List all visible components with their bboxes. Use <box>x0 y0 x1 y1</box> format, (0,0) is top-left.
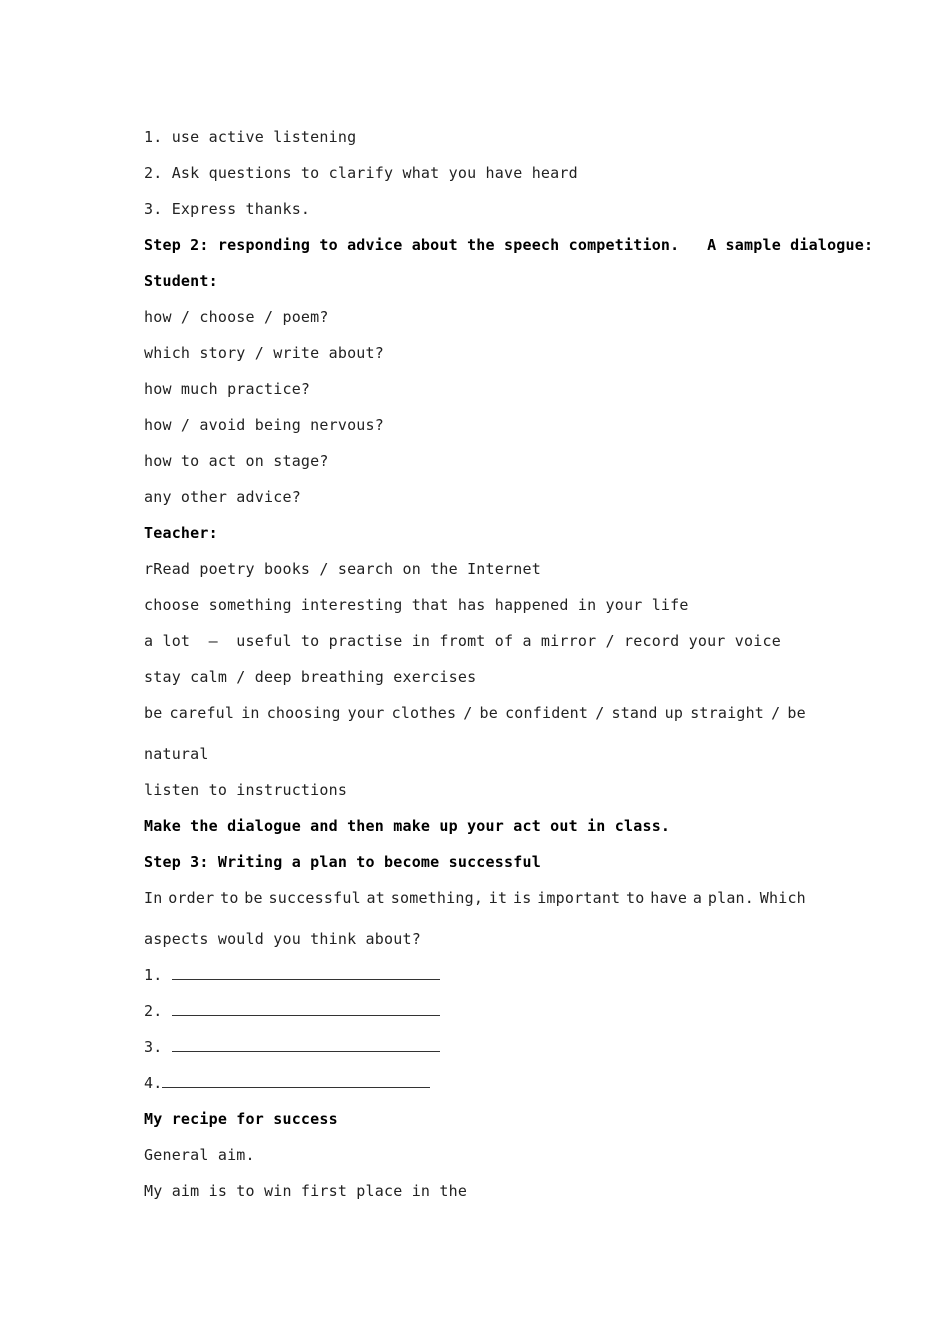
blank-item <box>144 1001 806 1037</box>
word: have <box>650 889 688 907</box>
word: be <box>244 889 263 907</box>
blank-number: 4. <box>144 1074 163 1092</box>
teacher-line-continued: natural <box>144 745 209 763</box>
teacher-line: a lot – useful to practise in fromt of a mirror / record your voice <box>144 632 781 650</box>
word: order <box>168 889 215 907</box>
teacher-line: listen to instructions <box>144 781 348 799</box>
student-line: which story / write about? <box>144 344 384 362</box>
word: successful <box>268 889 361 907</box>
student-line: how to act on stage? <box>144 452 329 470</box>
general-aim: General aim. <box>144 1146 255 1164</box>
fill-blank-line[interactable] <box>172 965 440 980</box>
word: / <box>463 704 473 722</box>
step3-paragraph-continued: aspects would you think about? <box>144 930 421 948</box>
student-label: Student: <box>144 272 218 290</box>
document-page <box>144 127 874 1217</box>
blank-item <box>144 1037 806 1073</box>
teacher-line: stay calm / deep breathing exercises <box>144 668 477 686</box>
fill-blank-line[interactable] <box>162 1073 430 1088</box>
step3-paragraph <box>144 888 806 929</box>
teacher-line: choose something interesting that has happened in your life <box>144 596 689 614</box>
word: is <box>513 889 532 907</box>
blank-number: 3. <box>144 1038 172 1056</box>
teacher-line-justified <box>144 703 806 744</box>
list-item: 1. use active listening <box>144 128 357 146</box>
word: stand <box>611 704 658 722</box>
word: up <box>664 704 684 722</box>
word: be <box>479 704 499 722</box>
student-line: how / avoid being nervous? <box>144 416 384 434</box>
teacher-label: Teacher: <box>144 524 218 542</box>
student-line: how much practice? <box>144 380 311 398</box>
blank-number: 1. <box>144 966 172 984</box>
word: at <box>366 889 386 907</box>
word: to <box>220 889 239 907</box>
list-item: 3. Express thanks. <box>144 200 311 218</box>
word: / <box>771 704 781 722</box>
aim-text: My aim is to win first place in the <box>144 1182 468 1200</box>
teacher-line: rRead poetry books / search on the Internet <box>144 560 541 578</box>
student-line: how / choose / poem? <box>144 308 329 326</box>
word: it <box>488 889 508 907</box>
word: in <box>241 704 260 722</box>
student-line: any other advice? <box>144 488 301 506</box>
word: straight <box>690 704 765 722</box>
list-item: 2. Ask questions to clarify what you have heard <box>144 164 578 182</box>
word: something, <box>390 889 484 907</box>
recipe-heading: My recipe for success <box>144 1110 338 1128</box>
fill-blank-line[interactable] <box>172 1001 440 1016</box>
blank-item <box>144 1073 806 1109</box>
word: careful <box>169 704 235 722</box>
word: choosing <box>266 704 341 722</box>
word: clothes <box>391 704 457 722</box>
word: a <box>692 889 703 907</box>
word: plan. <box>707 889 755 907</box>
blank-number: 2. <box>144 1002 172 1020</box>
word: important <box>537 889 621 907</box>
word: your <box>347 704 385 722</box>
word: Which <box>759 889 806 907</box>
word: In <box>144 889 163 907</box>
word: be <box>144 704 163 722</box>
word: confident <box>505 704 589 722</box>
word: be <box>787 704 806 722</box>
fill-blank-line[interactable] <box>172 1037 440 1052</box>
blank-item <box>144 965 806 1001</box>
dialogue-instruction: Make the dialogue and then make up your act out in class. <box>144 817 671 835</box>
word: / <box>595 704 605 722</box>
step2-heading: Step 2: responding to advice about the speech competition. A sample dialogue: <box>144 236 874 254</box>
word: to <box>626 889 645 907</box>
step3-heading: Step 3: Writing a plan to become successful <box>144 853 541 871</box>
